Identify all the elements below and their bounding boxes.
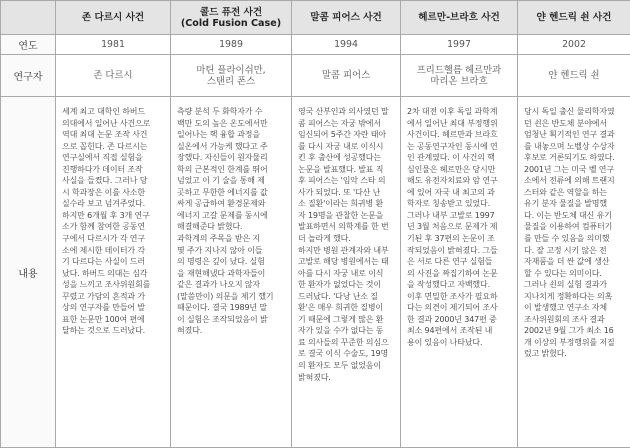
content-line: 에서 일어난 최대 부정행위 xyxy=(407,118,514,130)
content-line: 과학계의 주목을 받은 지 xyxy=(177,233,288,245)
header-case-cold-fusion xyxy=(171,1,292,35)
content-line: 이후 면밀한 조사가 필요하 xyxy=(407,291,514,303)
content-line: 던 쇤은 반도체 분야에서 xyxy=(524,118,627,130)
content-line: 다는 의견이 제기되어 조사 xyxy=(407,302,514,314)
content-line: 싸게 공급하여 환경문제와 xyxy=(177,198,288,210)
content-line: 심인물은 헤르만은 당시만 xyxy=(407,164,514,176)
content-line: 2001년 그는 미국 벨 연구 xyxy=(524,164,627,176)
content-line: (말씀만이) 의문을 제기 했기 xyxy=(177,291,288,303)
content-line: 다. 잘 고정 시키 않은 전 xyxy=(524,245,627,257)
content-line: 자 19명을 관찰한 논문을 xyxy=(298,210,397,222)
content-cell-cold-fusion xyxy=(171,97,292,448)
researcher-cell: 프리드헬름 헤르만과 마리온 브라흐 xyxy=(401,55,518,97)
content-line: 킨 후 출산에 성공했다는 xyxy=(298,152,397,164)
researcher-row xyxy=(1,55,630,97)
content-line: 임신되어 5주간 자란 태아 xyxy=(298,129,397,141)
content-line: 에너지 고갈 문제를 동시에 xyxy=(177,210,288,222)
content-line: 료 의사들의 꾸준한 의심으 xyxy=(298,337,397,349)
year-cell: 1997 xyxy=(401,35,518,55)
content-line: 로 결국 이식 수술도, 19명 xyxy=(298,348,397,360)
content-line: 콤 피어스는 자궁 밖에서 xyxy=(298,118,397,130)
content-line: 고발로 해당 병원에서는 태 xyxy=(298,256,397,268)
header-case-label: 헤르만-브라흐 사건 xyxy=(418,12,499,23)
content-line: 이 발생했고 연구소 자체 xyxy=(524,302,627,314)
content-cell-pearce xyxy=(292,97,401,448)
content-line: 혀졌다. xyxy=(177,325,288,337)
content-line: 곳하고 무한한 에너지를 값 xyxy=(177,187,288,199)
content-lines xyxy=(177,106,288,337)
header-case-label: 말콤 피어스 사건 xyxy=(310,12,382,23)
content-line: 측량 분석 두 화학자가 수 xyxy=(177,106,288,118)
content-line: 개 이상의 부정행위를 저질 xyxy=(524,337,627,349)
content-line: 조사위원회의 조사 결과 xyxy=(524,314,627,326)
year-row-label: 연도 xyxy=(1,35,56,55)
content-line: 논문을 발표했다. 발표 직 xyxy=(298,164,397,176)
content-lines xyxy=(407,106,514,348)
header-corner-cell xyxy=(1,1,56,35)
content-line: 할 수 있다는 의미이다. xyxy=(524,268,627,280)
content-line: 그러나 쇤의 실험 결과가 xyxy=(524,279,627,291)
content-line: 를 만들 수 있음을 의미했 xyxy=(524,233,627,245)
content-line: 학자로 칭송받고 있었다. xyxy=(407,198,514,210)
year-cell: 1989 xyxy=(171,35,292,55)
content-line: 을 재현해냈다 과학자들이 xyxy=(177,268,288,280)
content-line: 작되었음이 밝혀졌다. 그들 xyxy=(407,245,514,257)
researcher-cell: 말콤 피어스 xyxy=(292,55,401,97)
header-case-label: 존 다르시 사건 xyxy=(82,12,144,23)
researcher-cell: 마틴 플라이쉬만, 스탠리 폰스 xyxy=(171,55,292,97)
header-case-label: 얀 헨드릭 쇤 사건 xyxy=(537,12,612,23)
content-line: 꾸렸고 가담의 흔적과 가 xyxy=(62,291,167,303)
content-line: 백만 도의 높은 온도에서만 xyxy=(177,118,288,130)
header-case-herrmann-brach xyxy=(401,1,518,35)
content-line: 성을 느끼고 조사위원회를 xyxy=(62,279,167,291)
content-line: 더 놀라게 했다. xyxy=(298,233,397,245)
content-line: 당시 독일 출신 물리학자였 xyxy=(524,106,627,118)
content-line: 년 3월 처음으로 문제가 제 xyxy=(407,221,514,233)
content-line: 유기 분자 물질을 발명했 xyxy=(524,198,627,210)
content-line: 이 실험은 조작되었음이 밝 xyxy=(177,314,288,326)
content-line: 의대에서 일어난 사건으로 xyxy=(62,118,167,130)
content-line: 실온에서 가능케 했다고 주 xyxy=(177,141,288,153)
content-line: 스터와 같은 역할을 하는 xyxy=(524,187,627,199)
researcher-cell: 존 다르시 xyxy=(56,55,171,97)
researcher-row-label: 연구자 xyxy=(1,55,56,97)
content-line: 는 공동연구자인 동시에 연 xyxy=(407,141,514,153)
content-line: 의 사진을 짜집기하여 논문 xyxy=(407,268,514,280)
content-row xyxy=(1,97,630,448)
content-line: 드러났다. '다낭 난소 질 xyxy=(298,291,397,303)
content-line: 인 관계였다. 이 사건의 핵 xyxy=(407,152,514,164)
content-line: 기 때문에 그렇게 많은 환 xyxy=(298,314,397,326)
year-cell: 1994 xyxy=(292,35,401,55)
content-line: 연구실에서 직접 실험을 xyxy=(62,152,167,164)
content-line: 구에서 다르시가 각 연구 xyxy=(62,233,167,245)
content-lines xyxy=(62,106,167,337)
content-line: 소가 함께 참여한 공동연 xyxy=(62,221,167,233)
content-line: 으로 꼽힌다. 존 다르시는 xyxy=(62,141,167,153)
content-line: 그러나 내부 고발로 1997 xyxy=(407,210,514,222)
content-line: 렀고 밝혔다. xyxy=(524,348,627,360)
researcher-cell: 얀 헨드릭 쇤 xyxy=(518,55,630,97)
content-line: 2002년 9월 그가 최소 16 xyxy=(524,325,627,337)
content-line: 실수라 보고 넘겨주었다. xyxy=(62,198,167,210)
content-line: 아를 다시 자궁 내로 이식 xyxy=(298,268,397,280)
content-lines xyxy=(524,106,627,360)
content-line: 발표하면서 의학계를 한 번 xyxy=(298,221,397,233)
content-line: 를 다시 자궁 내로 이식시 xyxy=(298,141,397,153)
content-line: 을 작성했다고 자백했다. xyxy=(407,279,514,291)
content-line: 일어나는 핵 융합 과정을 xyxy=(177,129,288,141)
content-line: 기된 후 37편의 논문이 조 xyxy=(407,233,514,245)
content-line: 넘었고 이 기 술을 통해 제 xyxy=(177,175,288,187)
content-line: 학의 근본적인 한계를 뛰어 xyxy=(177,164,288,176)
content-line: 의 환자도 모두 없었음이 xyxy=(298,360,397,372)
content-line: 같은 결과가 나오지 않자 xyxy=(177,279,288,291)
content-line: 사가 되었다. 또 '다산 난 xyxy=(298,187,397,199)
content-line: 하지만 6개월 후 3개 연구 xyxy=(62,210,167,222)
content-line: 밝혀졌다. xyxy=(298,372,397,384)
content-line: 시 학과장은 이를 사소한 xyxy=(62,187,167,199)
content-line: 영국 산부인과 의사였던 말 xyxy=(298,106,397,118)
content-line: 를 내놓으며 노벨상 수상자 xyxy=(524,141,627,153)
content-line: 표한 논문만 100여 편에 xyxy=(62,314,167,326)
content-line: 지나치게 정확하다는 의혹 xyxy=(524,291,627,303)
content-line: 에 있어 자국 내 최고의 과 xyxy=(407,187,514,199)
content-line: 세계 최고 대학인 하버드 xyxy=(62,106,167,118)
content-line: 해결해준다 밝혔다. xyxy=(177,221,288,233)
content-line: 은 서로 다른 연구 실험들 xyxy=(407,256,514,268)
content-line: 최소 94편에서 조작된 내 xyxy=(407,325,514,337)
content-row-label: 내용 xyxy=(1,97,56,448)
content-line: 자재품을 더 싼 값에 생산 xyxy=(524,256,627,268)
year-row xyxy=(1,35,630,55)
content-line: 후 피어스는 '임악 스타 의 xyxy=(298,175,397,187)
content-line: 기 다르다는 사실이 드러 xyxy=(62,256,167,268)
content-line: 사실을 들켰다. 그러나 당 xyxy=(62,175,167,187)
content-line: 소에서 전류에 의해 트랜지 xyxy=(524,175,627,187)
content-line: 장했다. 자신들이 원자물리 xyxy=(177,152,288,164)
content-line: 역대 최대 논문 조작 사건 xyxy=(62,129,167,141)
year-cell: 2002 xyxy=(518,35,630,55)
header-row xyxy=(1,1,630,35)
content-line: 하지만 병원 관계자와 내부 xyxy=(298,245,397,257)
content-line: 사건이다. 헤르만과 브라흐 xyxy=(407,129,514,141)
content-cell-herrmann-brach xyxy=(401,97,518,448)
header-case-pearce xyxy=(292,1,401,35)
content-line: 소에 제시한 데이터가 각 xyxy=(62,245,167,257)
content-line: 소 질환'이라는 희귀병 환 xyxy=(298,198,397,210)
header-case-label: 콜드 퓨전 사건 (Cold Fusion Case) xyxy=(171,7,291,29)
content-line: 한 결과 2000년 347편 중 xyxy=(407,314,514,326)
year-cell: 1981 xyxy=(56,35,171,55)
content-line: 났다. 하버드 의대는 심각 xyxy=(62,268,167,280)
content-line: 환'은 매우 희귀한 질병이 xyxy=(298,302,397,314)
content-line: 달하는 것으로 드러났다. xyxy=(62,325,167,337)
content-line: 의 명령은 깊이 났다. 실험 xyxy=(177,256,288,268)
content-line: 2차 대전 이후 독일 과학계 xyxy=(407,106,514,118)
header-case-schon xyxy=(518,1,630,35)
content-line: 엄청난 획기적인 연구 결과 xyxy=(524,129,627,141)
content-line: 상의 연구자를 만들어 발 xyxy=(62,302,167,314)
content-line: 후보로 거론되기도 하였다. xyxy=(524,152,627,164)
content-lines xyxy=(298,106,397,383)
content-line: 한 환자가 없었다는 것이 xyxy=(298,279,397,291)
header-case-darsee xyxy=(56,1,171,35)
content-line: 자가 있을 수가 없다는 동 xyxy=(298,325,397,337)
content-cell-darsee xyxy=(56,97,171,448)
content-cell-schon xyxy=(518,97,630,448)
content-line: 몇 주가 지나지 않아 이들 xyxy=(177,245,288,257)
content-line: 다. 이는 반도체 대신 유기 xyxy=(524,210,627,222)
content-line: 해도 유전자치료와 암 연구 xyxy=(407,175,514,187)
content-line: 진행하다가 데이터 조작 xyxy=(62,164,167,176)
content-line: 물질을 이용하여 컴퓨터기 xyxy=(524,221,627,233)
content-line: 때문이다. 결국 1989년 말 xyxy=(177,302,288,314)
content-line: 용이 있음이 나타났다. xyxy=(407,337,514,349)
